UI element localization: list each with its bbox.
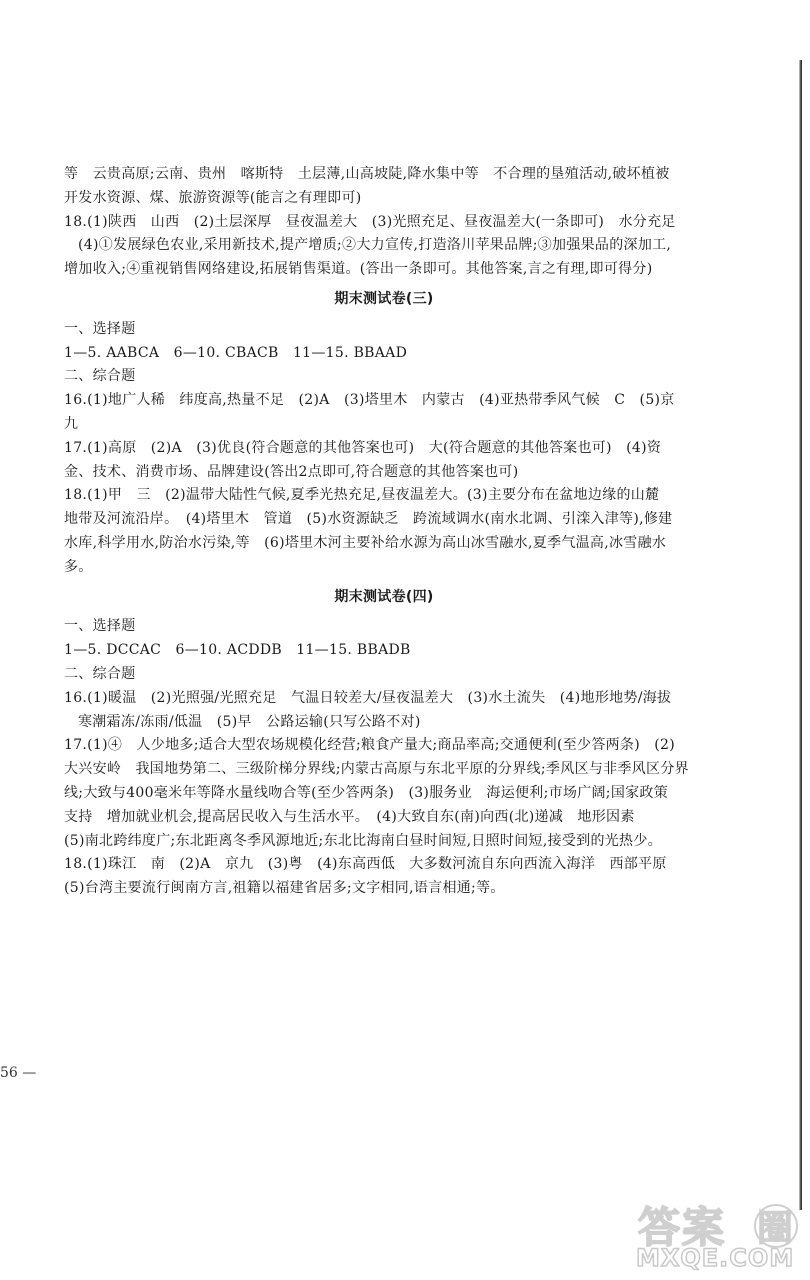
watermark-url: MXQE.COM	[636, 1244, 795, 1272]
text-line: 大兴安岭 我国地势第二、三级阶梯分界线;内蒙古高原与东北平原的分界线;季风区与非季风区分界	[64, 761, 689, 778]
section-heading-choice: 一、选择题	[64, 618, 136, 635]
text-line: 多。	[64, 558, 93, 575]
text-line: (4)①发展绿色农业,采用新技术,提产增质;②大力宣传,打造洛川苹果品牌;③加强果品的深加工,	[78, 237, 672, 254]
text-line: 开发水资源、煤、旅游资源等(能言之有理即可)	[64, 189, 362, 206]
text-line: 线;大致与400毫米年等降水量线吻合等(至少答两条) (3)服务业 海运便利;市场广阔;国家政策	[64, 784, 669, 801]
answer-key-content	[64, 163, 704, 901]
choice-answers: 1—5. DCCAC 6—10. ACDDB 11—15. BBADB	[64, 642, 411, 659]
text-line: (5)台湾主要流行闽南方言,祖籍以福建省居多;文字相同,语言相通;等。	[64, 880, 505, 897]
exam-4-title: 期末测试卷(四)	[334, 588, 434, 605]
text-line: 地带及河流沿岸。 (4)塔里木 管道 (5)水资源缺乏 跨流域调水(南水北调、引滦入津等),修建	[64, 511, 673, 528]
svg-text:圈: 圈	[757, 1208, 794, 1248]
section-heading-comprehensive: 二、综合题	[64, 368, 136, 385]
text-line: 水库,科学用水,防治水污染,等 (6)塔里木河主要补给水源为高山冰雪融水,夏季气温高,冰雪融水	[64, 534, 667, 551]
text-line: 增加收入;④重视销售网络建设,拓展销售渠道。(答出一条即可。其他答案,言之有理,即可得分)	[64, 261, 653, 278]
text-line: 18.(1)甲 三 (2)温带大陆性气候,夏季光热充足,昼夜温差大。(3)主要分布在盆地边缘的山麓	[64, 487, 660, 504]
page-number: 56 —	[0, 1065, 37, 1081]
watermark	[636, 1200, 806, 1278]
text-line: 16.(1)暖温 (2)光照强/光照充足 气温日较差大/昼夜温差大 (3)水土流失 (4)地形地势/海拔	[64, 689, 672, 706]
section-heading-comprehensive: 二、综合题	[64, 665, 136, 682]
text-line: 寒潮霜冻/冻雨/低温 (5)早 公路运输(只写公路不对)	[78, 713, 421, 730]
text-line: 17.(1)④ 人少地多;适合大型农场规模化经营;粮食产量大;商品率高;交通便利(至少答两条) (2)	[64, 737, 676, 754]
text-line: 等 云贵高原;云南、贵州 喀斯特 土层薄,山高坡陡,降水集中等 不合理的垦殖活动,破坏植被	[64, 166, 670, 182]
page-binding-edge	[799, 60, 802, 1210]
exam-3-title: 期末测试卷(三)	[334, 290, 434, 307]
text-line: (5)南北跨纬度广;东北距离冬季风源地近;东北比海南白昼时间短,日照时间短,接受到的光热少。	[64, 832, 662, 849]
section-heading-choice: 一、选择题	[64, 320, 136, 337]
choice-answers: 1—5. AABCA 6—10. CBACB 11—15. BBAAD	[64, 344, 408, 361]
text-line: 九	[64, 415, 79, 432]
text-line: 支持 增加就业机会,提高居民收入与生活水平。 (4)大致自东(南)向西(北)递减 地形因素	[64, 808, 635, 825]
watermark-logo-icon	[636, 1200, 806, 1248]
text-line: 16.(1)地广人稀 纬度高,热量不足 (2)A (3)塔里木 内蒙古 (4)亚热带季风气候 C (5)京	[64, 392, 675, 409]
text-line: 18.(1)陕西 山西 (2)土层深厚 昼夜温差大 (3)光照充足、昼夜温差大(一条即可) 水分充足	[64, 213, 676, 230]
text-line: 17.(1)高原 (2)A (3)优良(符合题意的其他答案也可) 大(符合题意的其他答案也可) (4)资	[64, 439, 662, 456]
text-line: 18.(1)珠江 南 (2)A 京九 (3)粤 (4)东高西低 大多数河流自东向西流入海洋 西部平原	[64, 856, 667, 873]
text-line: 金、技术、消费市场、品牌建设(答出2点即可,符合题意的其他答案也可)	[64, 463, 519, 480]
svg-text:答案: 答案	[638, 1203, 727, 1248]
